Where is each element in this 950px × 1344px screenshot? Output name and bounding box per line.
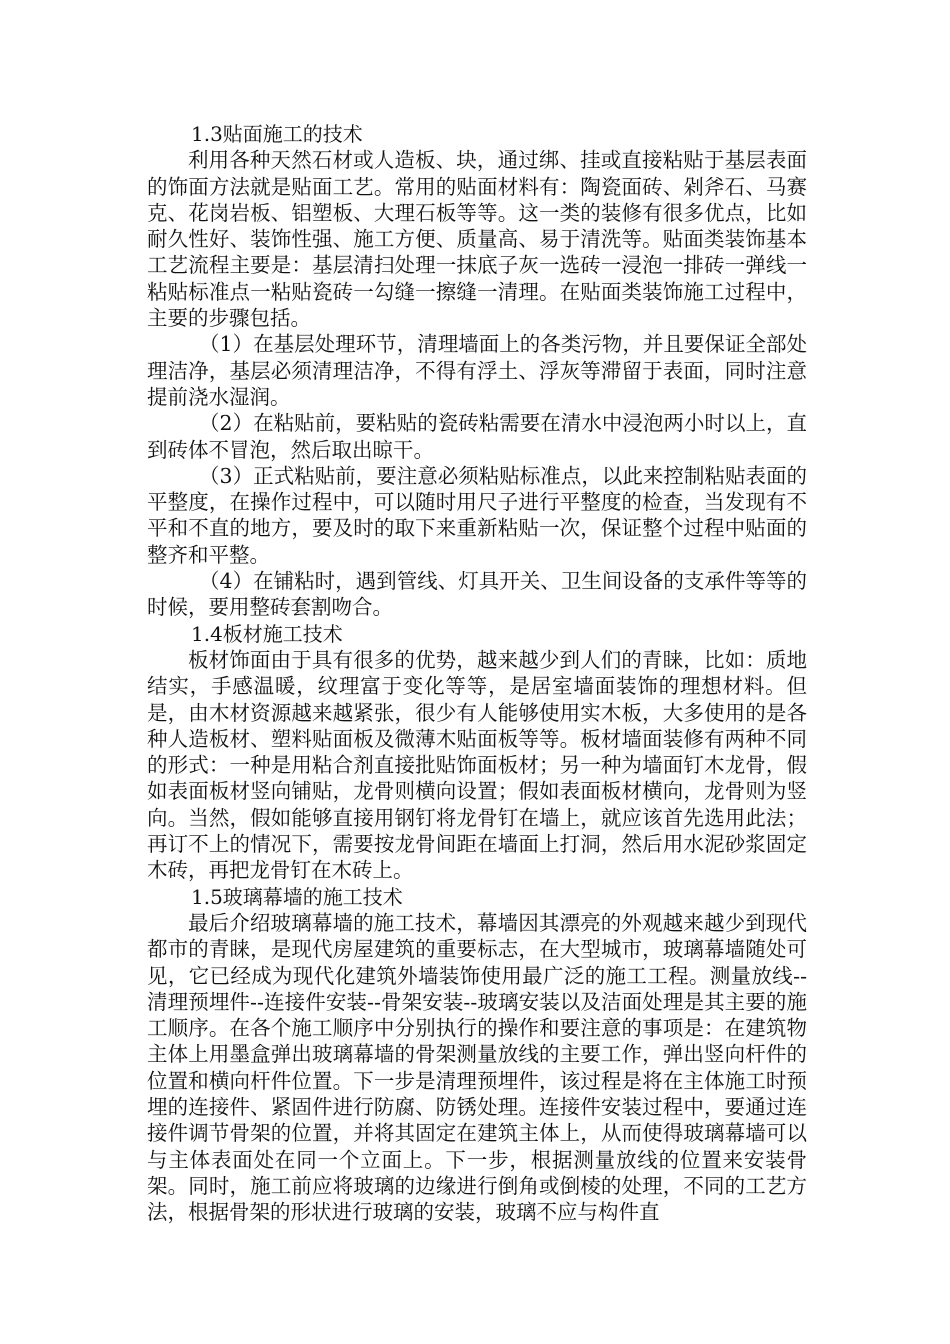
paragraph-step-1: （1）在基层处理环节，清理墙面上的各类污物，并且要保证全部处理洁净，基层必须清理洁净，不得有浮土、浮灰等滞留于表面，同时注意提前浇水湿润。 <box>147 332 807 409</box>
paragraph-step-3: （3）正式粘贴前，要注意必须粘贴标准点，以此来控制粘贴表面的平整度，在操作过程中，可以随时用尺子进行平整度的检查，当发现有不平和不直的地方，要及时的取下来重新粘贴一次，保证整个过程中贴面的整齐和平整。 <box>147 463 807 567</box>
document-body <box>147 121 807 1225</box>
paragraph-glass-curtain-wall: 最后介绍玻璃幕墙的施工技术，幕墙因其漂亮的外观越来越少到现代都市的青睐，是现代房屋建筑的重要标志，在大型城市，玻璃幕墙随处可见，它已经成为现代化建筑外墙装饰使用最广泛的施工工程。测量放线--清理预埋件--连接件安装--骨架安装--玻璃安装以及洁面处理是其主要的施工顺序。在各个施工顺序中分别执行的操作和要注意的事项是：在建筑物主体上用墨盒弹出玻璃幕墙的骨架测量放线的主要工作，弹出竖向杆件的位置和横向杆件位置。下一步是清理预埋件，该过程是将在主体施工时预埋的连接件、紧固件进行防腐、防锈处理。连接件安装过程中，要通过连接件调节骨架的位置，并将其固定在建筑主体上，从而使得玻璃幕墙可以与主体表面处在同一个立面上。下一步，根据测量放线的位置来安装骨架。同时，施工前应将玻璃的边缘进行倒角或倒棱的处理，不同的工艺方法，根据骨架的形状进行玻璃的安装，玻璃不应与构件直 <box>147 910 807 1225</box>
paragraph-step-2: （2）在粘贴前，要粘贴的瓷砖粘需要在清水中浸泡两小时以上，直到砖体不冒泡，然后取出晾干。 <box>147 411 807 462</box>
paragraph-board: 板材饰面由于具有很多的优势，越来越少到人们的青睐，比如：质地结实，手感温暖，纹理富于变化等等，是居室墙面装饰的理想材料。但是，由木材资源越来越紧张，很少有人能够使用实木板，大多使用的是各种人造板材、塑料贴面板及微薄木贴面板等等。板材墙面装修有两种不同的形式：一种是用粘合剂直接批贴饰面板材；另一种为墙面钉木龙骨，假如表面板材竖向铺贴，龙骨则横向设置；假如表面板材横向，龙骨则为竖向。当然，假如能够直接用钢钉将龙骨钉在墙上，就应该首先选用此法；再订不上的情况下，需要按龙骨间距在墙面上打洞，然后用水泥砂浆固定木砖，再把龙骨钉在木砖上。 <box>147 647 807 883</box>
section-heading-1-3: 1.3贴面施工的技术 <box>191 122 363 146</box>
section-heading-1-4: 1.4板材施工技术 <box>191 621 343 646</box>
paragraph-intro-veneer: 利用各种天然石材或人造板、块，通过绑、挂或直接粘贴于基层表面的饰面方法就是贴面工艺。常用的贴面材料有：陶瓷面砖、剁斧石、马赛克、花岗岩板、铝塑板、大理石板等等。这一类的装修有很多优点，比如耐久性好、装饰性强、施工方便、质量高、易于清洗等。贴面类装饰基本工艺流程主要是：基层清扫处理一抹底子灰一选砖一浸泡一排砖一弹线一粘贴标准点一粘贴瓷砖一勾缝一擦缝一清理。在贴面类装饰施工过程中，主要的步骤包括。 <box>147 148 807 331</box>
section-heading-1-5: 1.5玻璃幕墙的施工技术 <box>191 884 403 909</box>
paragraph-step-4: （4）在铺粘时，遇到管线、灯具开关、卫生间设备的支承件等等的时候，要用整砖套割吻合。 <box>147 569 807 620</box>
